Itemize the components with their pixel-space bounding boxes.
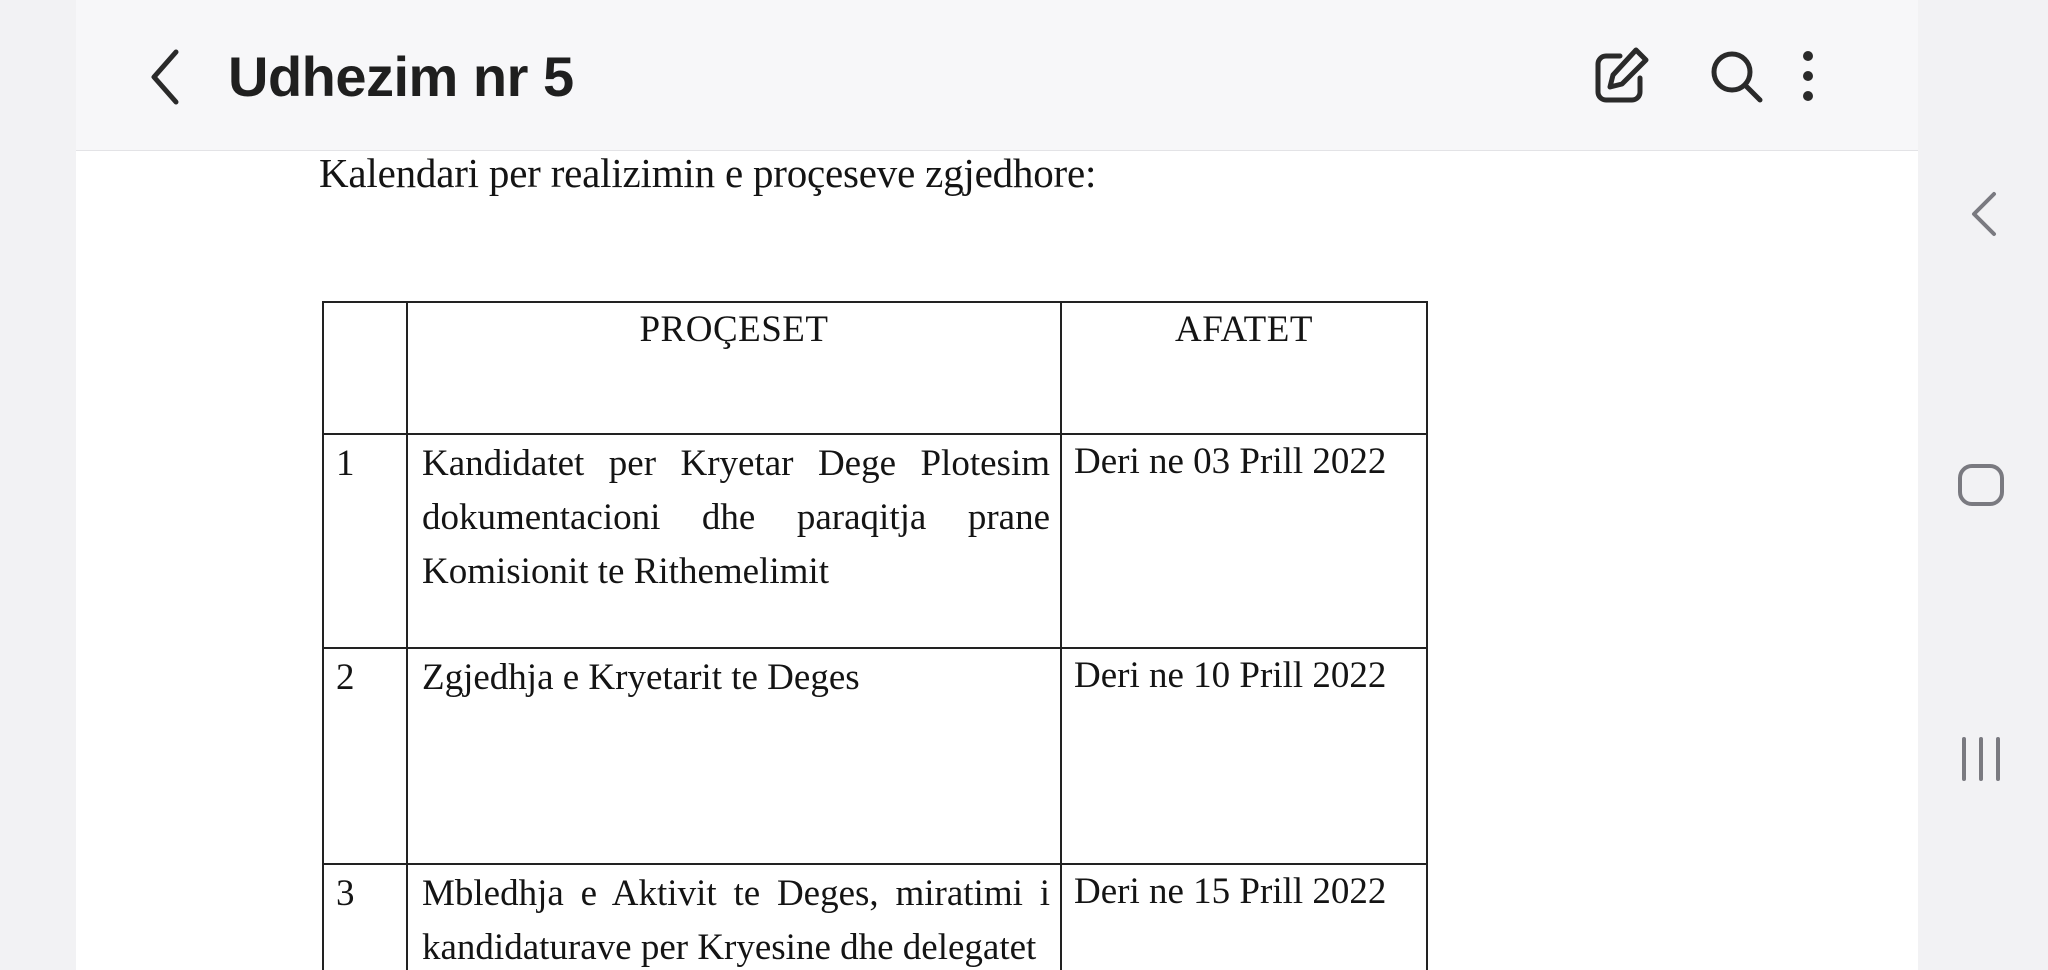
- row-process: Zgjedhja e Kryetarit te Deges: [407, 648, 1061, 864]
- back-icon: [1952, 180, 2012, 250]
- row-number: 2: [323, 648, 407, 864]
- recents-icon: [1952, 723, 2012, 793]
- calendar-table: [322, 301, 1428, 970]
- nav-back-button[interactable]: [1918, 160, 2048, 270]
- document-page: [76, 151, 1918, 970]
- back-button[interactable]: [138, 42, 200, 112]
- row-process: Kandidatet per Kryetar Dege Plotesim dokumentacioni dhe paraqitja prane Komisionit te Rithemelimit: [407, 434, 1061, 648]
- edit-icon: [1584, 42, 1654, 112]
- nav-recents-button[interactable]: [1918, 703, 2048, 813]
- header-process-label: PROÇESET: [639, 309, 829, 350]
- page-title: Udhezim nr 5: [228, 45, 574, 108]
- left-gutter: [0, 0, 76, 970]
- row-process: Mbledhja e Aktivit te Deges, miratimi i kandidaturave per Kryesine dhe delegatet: [407, 864, 1061, 970]
- search-button[interactable]: [1702, 42, 1772, 112]
- header-deadline: [1061, 302, 1427, 434]
- more-vertical-icon: [1798, 42, 1848, 112]
- search-icon: [1702, 42, 1772, 112]
- table-header-row: [323, 302, 1427, 434]
- app-bar: [76, 0, 1918, 151]
- row-deadline: Deri ne 15 Prill 2022: [1061, 864, 1427, 970]
- edit-button[interactable]: [1584, 42, 1654, 112]
- table-row: [323, 864, 1427, 970]
- table-row: [323, 648, 1427, 864]
- row-number: 3: [323, 864, 407, 970]
- more-options-button[interactable]: [1798, 42, 1848, 112]
- navigation-bar: [1918, 0, 2048, 970]
- table-row: [323, 434, 1427, 648]
- row-deadline: Deri ne 03 Prill 2022: [1061, 434, 1427, 648]
- chevron-left-icon: [146, 48, 192, 106]
- notes-app: [76, 0, 1918, 970]
- header-deadline-label: AFATET: [1175, 309, 1313, 350]
- row-number: 1: [323, 434, 407, 648]
- home-icon: [1952, 450, 2012, 520]
- header-number: [323, 302, 407, 434]
- row-deadline: Deri ne 10 Prill 2022: [1061, 648, 1427, 864]
- document-intro: Kalendari per realizimin e proçeseve zgjedhore:: [319, 150, 1097, 196]
- nav-home-button[interactable]: [1918, 430, 2048, 540]
- header-process: [407, 302, 1061, 434]
